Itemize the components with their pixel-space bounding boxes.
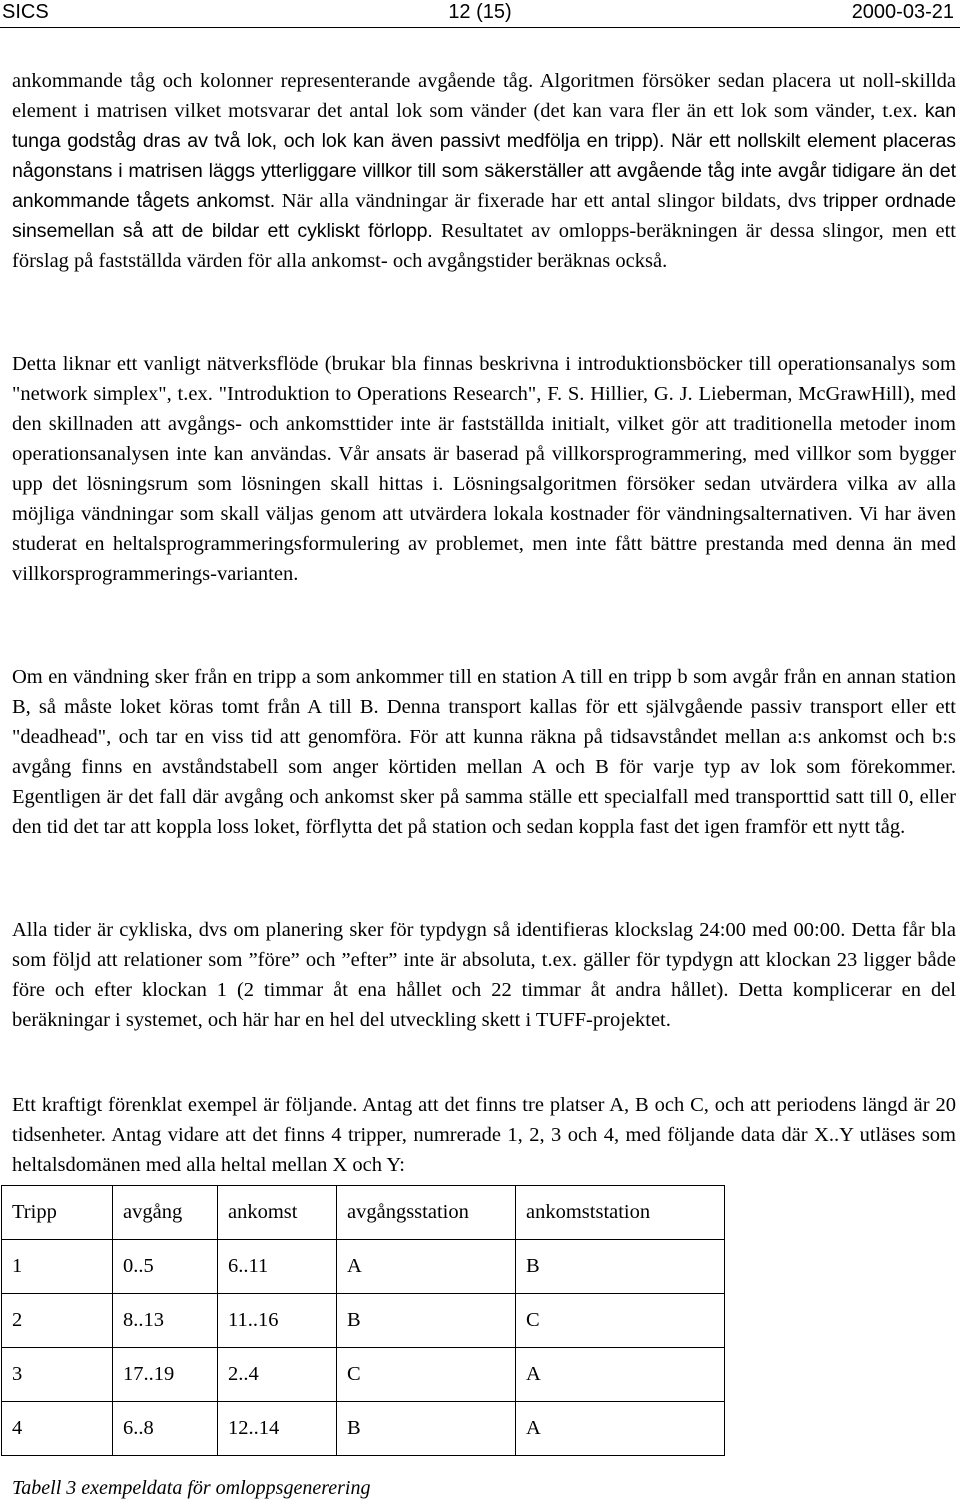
table-cell: B: [337, 1294, 516, 1348]
table-cell: 8..13: [113, 1294, 218, 1348]
header-rule: [0, 27, 960, 28]
paragraph-1-part-2: kan tunga godståg dras av två lok, och lok kan även passivt medfölja en tripp). När ett nollskilt element placeras någonstans i matrisen läggs ytterliggare villkor till som säkerställer att avgående tåg inte avgår tidigare än det ankommande tågets ankomst.: [12, 100, 957, 212]
paragraph-3: Om en vändning sker från en tripp a som ankommer till en station A till en tripp b som avgår från en annan station B, så måste loket köras tomt från A till B. Denna transport kallas för ett självgående passiv transport eller ett "deadhead", och tar en viss tid att genomföra. För att kunna räkna på tidsavståndet mellan a:s ankomst och b:s avgång finns en avståndstabell som anger körtiden mellan A och B för varje typ av lok som förekommer. Egentligen är det fall där avgång och ankomst sker på samma ställe ett specialfall med transporttid satt till 0, eller den tid det tar att koppla loss loket, förflytta det på station och sedan koppla fast det igen framför ett nytt tåg.: [12, 666, 956, 838]
table-header-cell: Tripp: [2, 1186, 113, 1240]
table-cell: 12..14: [218, 1402, 337, 1456]
table-cell: 2: [2, 1294, 113, 1348]
table-cell: 17..19: [113, 1348, 218, 1402]
table-cell: C: [337, 1348, 516, 1402]
table-header-cell: avgång: [113, 1186, 218, 1240]
paragraph-1-part-4: tripper ordnade sinsemellan så att de bildar ett cykliskt förlopp.: [12, 190, 957, 242]
table-row: [2, 1348, 725, 1402]
table-cell: 3: [2, 1348, 113, 1402]
header-date: 2000-03-21: [851, 1, 954, 23]
paragraph-1: [12, 66, 956, 276]
table-cell: B: [516, 1240, 725, 1294]
table-cell: A: [337, 1240, 516, 1294]
paragraph-4: Alla tider är cykliska, dvs om planering sker för typdygn så identifieras klockslag 24:00 med 00:00. Detta får bla som följd att relationer som ”före” och ”efter” inte är absoluta, t.ex. gäller för typdygn att klockan 23 ligger både före och efter klockan 1 (2 timmar åt ena hållet och 22 timmar åt andra hållet). Detta komplicerar en del beräkningar i systemet, och här har en hel del utveckling skett i TUFF-projektet.: [12, 919, 956, 1031]
table-cell: 1: [2, 1240, 113, 1294]
paragraph-1-part-1: ankommande tåg och kolonner representerande avgående tåg. Algoritmen försöker sedan placera ut noll-skillda element i matrisen vilket motsvarar det antal lok som vänder (det kan vara fler än ett lok som vänder, t.ex.: [12, 70, 956, 122]
table-cell: 11..16: [218, 1294, 337, 1348]
paragraph-1-part-5: Resultatet av omlopps-beräkningen är dessa slingor, men ett förslag på fastställda värden för alla ankomst- och avgångstider beräknas också.: [12, 220, 956, 272]
table-row: [2, 1402, 725, 1456]
paragraph-5: Ett kraftigt förenklat exempel är följande. Antag att det finns tre platser A, B och C, och att periodens längd är 20 tidsenheter. Antag vidare att det finns 4 tripper, numrerade 1, 2, 3 och 4, med följande data där X..Y utläses som heltalsdomänen med alla heltal mellan X och Y:: [12, 1094, 956, 1176]
table-header-cell: ankomststation: [516, 1186, 725, 1240]
table-caption: Tabell 3 exempeldata för omloppsgenerering: [12, 1477, 371, 1499]
header-page-number: 12 (15): [448, 1, 512, 23]
table-header-cell: ankomst: [218, 1186, 337, 1240]
table-cell: B: [337, 1402, 516, 1456]
trip-data-table: [1, 1185, 725, 1456]
table-cell: 6..8: [113, 1402, 218, 1456]
table-header-row: [2, 1186, 725, 1240]
paragraph-2: Detta liknar ett vanligt nätverksflöde (brukar bla finnas beskrivna i introduktionsböcker till operationsanalys som "network simplex", t.ex. "Introduktion to Operations Research", F. S. Hillier, G. J. Lieberman, McGrawHill), med den skillnaden att avgångs- och ankomsttider inte är fastställda initialt, vilket gör att traditionella metoder inom operationsanalysen inte kan användas. Vår ansats är baserad på villkorsprogrammering, med villkor som bygger upp det lösningsrum som lösningen skall hittas i. Lösningsalgoritmen försöker sedan utvärdera vilka av alla möjliga vändningar som skall väljas genom att utvärdera lokala kostnader för vändningsalternativen. Vi har även studerat en heltalsprogrammeringsformulering av problemet, men inte fått bättre prestanda med denna än med villkorsprogrammerings-varianten.: [12, 353, 956, 585]
table-cell: 6..11: [218, 1240, 337, 1294]
paragraph-1-part-3: När alla vändningar är fixerade har ett antal slingor bildats, dvs: [281, 190, 817, 212]
table-cell: C: [516, 1294, 725, 1348]
header-org: SICS: [2, 1, 49, 23]
table-row: [2, 1294, 725, 1348]
table-cell: A: [516, 1402, 725, 1456]
table-cell: A: [516, 1348, 725, 1402]
page-header: [0, 0, 960, 26]
table-cell: 4: [2, 1402, 113, 1456]
table-cell: 0..5: [113, 1240, 218, 1294]
table-header-cell: avgångsstation: [337, 1186, 516, 1240]
table-cell: 2..4: [218, 1348, 337, 1402]
table-row: [2, 1240, 725, 1294]
